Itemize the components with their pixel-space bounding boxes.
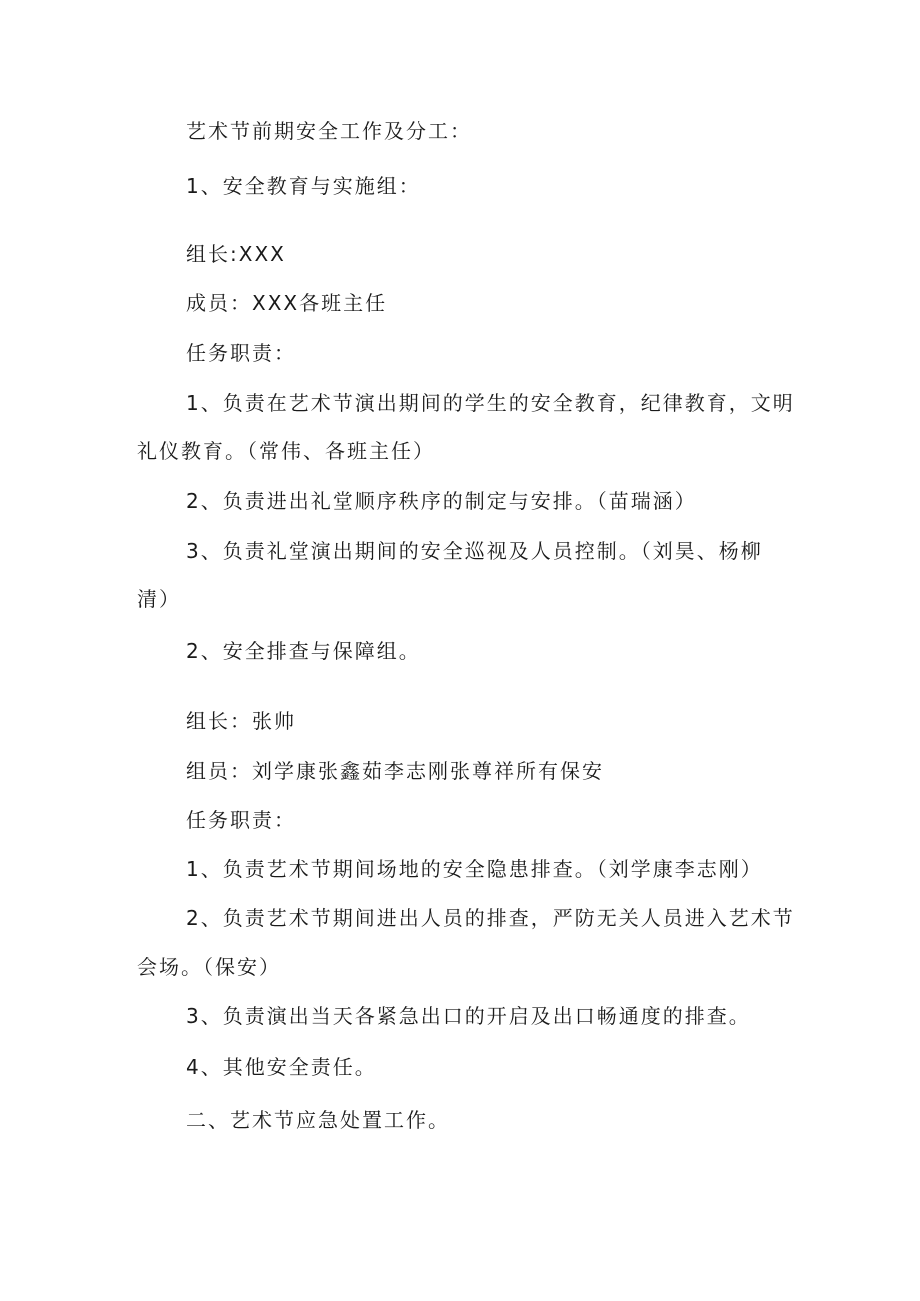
group1-duty3-line1: 3、负责礼堂演出期间的安全巡视及人员控制。（刘昊、杨柳 (186, 539, 763, 563)
group1-duty1-line1: 1、负责在艺术节演出期间的学生的安全教育，纪律教育，文明 (186, 391, 795, 415)
group1-title: 1、安全教育与实施组： (186, 174, 421, 198)
group1-duty2: 2、负责进出礼堂顺序秩序的制定与安排。（苗瑞涵） (186, 489, 697, 513)
group2-members: 组员：刘学康张鑫茹李志刚张尊祥所有保安 (186, 759, 604, 783)
group2-duty2-line1: 2、负责艺术节期间进出人员的排查，严防无关人员进入艺术节 (186, 906, 795, 930)
group1-members: 成员：XXX各班主任 (186, 291, 388, 315)
group2-duties-label: 任务职责： (186, 808, 296, 832)
group1-duties-label: 任务职责： (186, 341, 296, 365)
group2-duty2-line2: 会场。（保安） (137, 955, 281, 979)
group1-duty1-line2: 礼仪教育。（常伟、各班主任） (137, 439, 435, 463)
group1-leader: 组长:XXX (186, 242, 286, 266)
group2-leader: 组长：张帅 (186, 709, 296, 733)
group1-duty3-line2: 清） (137, 587, 181, 611)
intro-heading: 艺术节前期安全工作及分工： (186, 119, 472, 143)
group2-duty1: 1、负责艺术节期间场地的安全隐患排查。（刘学康李志刚） (186, 857, 763, 881)
group2-title: 2、安全排查与保障组。 (186, 639, 421, 663)
group2-duty3: 3、负责演出当天各紧急出口的开启及出口畅通度的排查。 (186, 1004, 751, 1028)
group2-duty4: 4、其他安全责任。 (186, 1055, 377, 1079)
section2-heading: 二、艺术节应急处置工作。 (186, 1108, 450, 1132)
